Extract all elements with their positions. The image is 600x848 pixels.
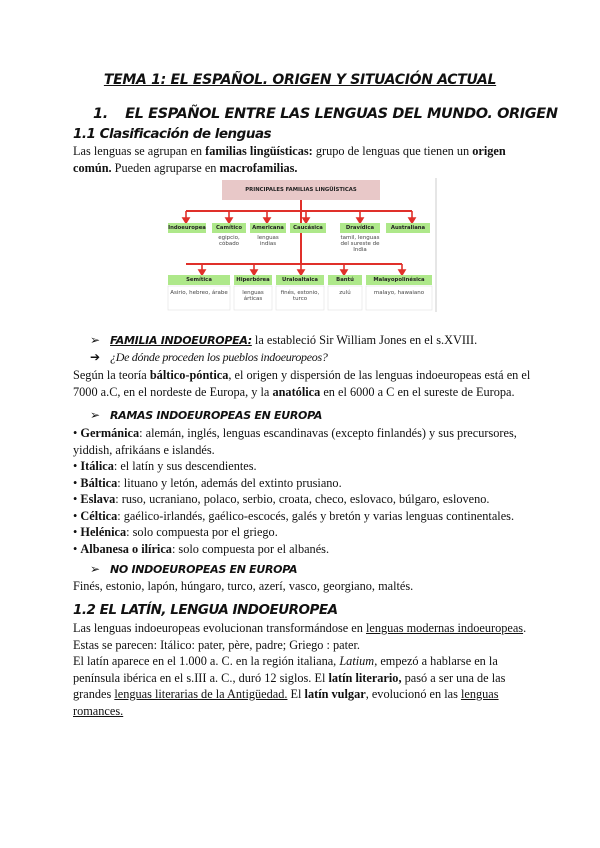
text-run: El latín aparece en el 1.000 a. C. en la región italiana, [73, 654, 340, 668]
rama-name: Albanesa o ilírica [80, 541, 172, 556]
language-families-diagram [164, 178, 437, 312]
intro-line-1 [73, 143, 533, 160]
family-bantu: Bantú [336, 277, 354, 283]
latin-line-5 [73, 686, 543, 703]
bold-text: latín vulgar [304, 687, 366, 701]
bullet-icon: • [73, 508, 78, 523]
family-bantu-desc: zulú [339, 290, 351, 296]
question-text: ¿De dónde proceden los pueblos indoeuropeos? [110, 350, 328, 364]
section-heading-text: EL ESPAÑOL ENTRE LAS LENGUAS DEL MUNDO. ORIGEN [125, 106, 558, 122]
bullet-icon: • [73, 475, 78, 490]
arrowhead-icon: ➢ [90, 408, 101, 422]
subheading-clasificacion: 1.1 Clasificación de lenguas [73, 126, 272, 142]
rama-text: : gaélico-irlandés, gaélico-escocés, galés y bretón y varias lenguas continentales. [117, 508, 515, 523]
no-indo-text [73, 578, 533, 595]
bold-text: origen [472, 144, 506, 158]
text-run: El [287, 687, 305, 701]
arrow-right-icon: ➔ [90, 350, 101, 364]
subheading-latin: 1.2 EL LATÍN, LENGUA INDOEUROPEA [73, 602, 338, 618]
bold-text: común. [73, 160, 112, 175]
text-run: en el 6000 a C en el sureste de Europa. [320, 384, 515, 399]
family-camitico: Camítico [216, 225, 242, 231]
family-americana: Americana [252, 225, 284, 231]
text-run: Las lenguas indoeuropeas evolucionan transformándose en [73, 621, 366, 635]
text-run: pasó a ser una de las [401, 670, 506, 685]
familia-indoeuropea-line [90, 333, 477, 348]
ramas-heading [90, 408, 322, 423]
family-malayopolinesica-desc: malayo, hawaiano [373, 290, 425, 296]
rama-name: Báltica [80, 475, 118, 490]
family-semitica-desc: Asirio, hebreo, árabe [170, 290, 228, 296]
underlined-text: lenguas [460, 687, 499, 701]
text-run: Pueden agruparse en [111, 160, 220, 175]
rama-name: Itálica [80, 459, 114, 473]
no-indo-languages: Finés, estonio, lapón, húngaro, turco, azerí, vasco, georgiano, maltés. [73, 579, 414, 593]
bold-text: macrofamilias. [219, 160, 298, 175]
rama-name: Céltica [80, 508, 118, 523]
rama-text: : solo compuesta por el griego. [126, 525, 278, 539]
rama-helenica [73, 524, 543, 541]
question-line [90, 350, 328, 365]
text-run: . [523, 621, 527, 635]
bullet-icon: • [73, 426, 78, 440]
family-dravidica: Dravídica [345, 225, 375, 231]
latin-line-3 [73, 653, 543, 670]
bullet-icon: • [73, 492, 78, 506]
family-uraloaltaica: Uraloaltaica [282, 277, 318, 283]
familia-label: FAMILIA INDOEUROPEA: [110, 334, 252, 347]
text-run: 7000 a.C, en el nordeste de Europa, y la [73, 384, 273, 399]
bold-text: anatólica [272, 384, 321, 399]
section-number: 1. [93, 106, 108, 122]
intro-paragraph [73, 143, 533, 176]
rama-text: : el latín y sus descendientes. [113, 459, 257, 473]
bullet-icon: • [73, 525, 78, 539]
family-hiperborea: Hiperbórea [236, 277, 270, 283]
intro-line-2 [73, 160, 533, 177]
italic-text: Latium [339, 654, 375, 668]
rama-text: : lituano y letón, además del extinto prusiano. [117, 475, 342, 490]
rama-text: : ruso, ucraniano, polaco, serbio, croata, checo, eslovaco, búlgaro, esloveno. [115, 492, 490, 506]
text-run: , evolucionó en las [365, 687, 461, 701]
underlined-text: lenguas modernas indoeuropeas [365, 621, 524, 635]
rama-name: Helénica [80, 525, 127, 539]
family-americana-desc: lenguas indias [257, 235, 279, 247]
rama-name: Germánica [80, 426, 140, 440]
text-run: , el origen y dispersión de las lenguas indoeuropeas está en el [228, 368, 531, 382]
family-semitica: Semítica [186, 277, 212, 283]
rama-name: Eslava [80, 492, 116, 506]
no-indo-heading [90, 562, 297, 577]
page-title: TEMA 1: EL ESPAÑOL. ORIGEN Y SITUACIÓN ACTUAL [103, 72, 497, 88]
bold-text: latín literario, [328, 670, 402, 685]
diagram-title: PRINCIPALES FAMILIAS LINGÜÍSTICAS [245, 187, 357, 193]
rama-baltica [73, 475, 543, 492]
teoria-line-1 [73, 367, 533, 384]
text-run: , empezó a hablarse en la [374, 654, 498, 668]
family-caucasica: Caucásica [293, 225, 323, 231]
text-run: grupo de lenguas que tienen un [312, 144, 473, 158]
family-malayopolinesica: Malayopolinésica [373, 277, 425, 283]
latin-line-6: romances. [73, 703, 124, 718]
bullet-icon: • [73, 541, 78, 556]
rama-celtica [73, 508, 543, 525]
rama-albanesa [73, 541, 543, 558]
arrowhead-icon: ➢ [90, 333, 101, 347]
bold-text: familias lingüísticas: [205, 144, 313, 158]
ramas-label: RAMAS INDOEUROPEAS EN EUROPA [110, 409, 323, 422]
no-indo-label: NO INDOEUROPEAS EN EUROPA [110, 563, 298, 576]
bold-text: báltico-póntica [149, 368, 229, 382]
family-dravidica-desc: tamil, lenguas del sureste de India [340, 235, 380, 253]
rama-germanica [73, 425, 543, 442]
latin-line-2: Estas se parecen: Itálico: pater, père, padre; Griego : pater. [73, 637, 360, 652]
rama-eslava [73, 491, 543, 508]
rama-text: : alemán, inglés, lenguas escandinavas (excepto finlandés) y sus precursores, [139, 426, 517, 440]
text-run: Las lenguas se agrupan en [73, 144, 206, 158]
section-heading [93, 106, 558, 122]
underlined-text: lenguas literarias de la Antigüedad. [114, 687, 288, 701]
ramas-list [73, 425, 543, 557]
arrowhead-icon: ➢ [90, 562, 101, 576]
rama-germanica-cont: yiddish, afrikáans e islandés. [73, 442, 215, 457]
latin-paragraph [73, 620, 543, 719]
teoria-paragraph [73, 367, 533, 400]
text-run: península ibérica en el s.III a. C., duró 12 siglos. El [73, 670, 329, 685]
latin-line-4 [73, 670, 543, 687]
family-australiana: Australiana [390, 225, 426, 231]
latin-line-1 [73, 620, 543, 637]
family-hiperborea-desc: lenguas árticas [242, 290, 264, 302]
bullet-icon: • [73, 459, 78, 473]
teoria-line-2 [73, 384, 533, 401]
rama-italica [73, 458, 543, 475]
text-run: grandes [73, 687, 115, 701]
family-uraloaltaica-desc: finés, estonio, turco [280, 290, 320, 302]
familia-text: la estableció Sir William Jones en el s.XVIII. [251, 333, 478, 347]
family-indoeuropea: Indoeuropea [168, 225, 206, 231]
rama-text: : solo compuesta por el albanés. [171, 541, 330, 556]
text-run: Según la teoría [73, 368, 150, 382]
family-camitico-desc: egipcio, cóbado [218, 235, 240, 247]
